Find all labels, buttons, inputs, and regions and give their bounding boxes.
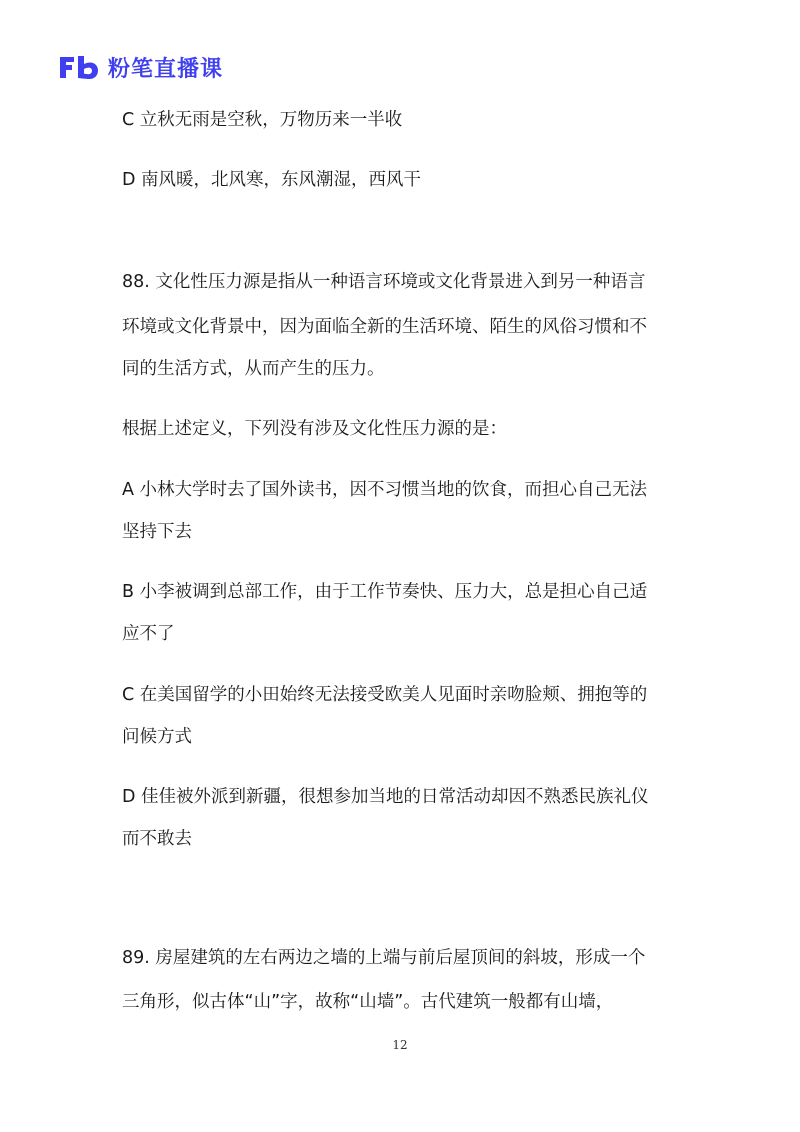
q89-stem-line-1: 89. 房屋建筑的左右两边之墙的上端与前后屋顶间的斜坡，形成一个 (122, 948, 646, 968)
page-header (58, 52, 223, 82)
q88-option-d-line-1: D 佳佳被外派到新疆，很想参加当地的日常活动却因不熟悉民族礼仪 (122, 787, 649, 807)
q88-option-b-line-2: 应不了 (122, 624, 175, 644)
q87-option-d: D 南风暖，北风寒，东风潮湿，西风干 (122, 170, 422, 190)
q88-stem-line-3: 同的生活方式，从而产生的压力。 (122, 359, 385, 379)
q88-option-d-line-2: 而不敢去 (122, 829, 192, 849)
fenbi-fb-logo-icon (58, 54, 100, 80)
q88-question: 根据上述定义，下列没有涉及文化性压力源的是： (122, 419, 507, 439)
q88-option-c-line-2: 问候方式 (122, 727, 192, 747)
q88-option-a-line-1: A 小林大学时去了国外读书，因不习惯当地的饮食，而担心自己无法 (122, 480, 648, 500)
q88-stem-line-1: 88. 文化性压力源是指从一种语言环境或文化背景进入到另一种语言 (122, 272, 646, 292)
q88-option-b-line-1: B 小李被调到总部工作，由于工作节奏快、压力大，总是担心自己适 (122, 582, 648, 602)
brand-name: 粉笔直播课 (108, 56, 224, 82)
q88-option-a-line-2: 坚持下去 (122, 522, 192, 542)
page-number: 12 (392, 1038, 408, 1052)
q88-option-c-line-1: C 在美国留学的小田始终无法接受欧美人见面时亲吻脸颊、拥抱等的 (122, 685, 648, 705)
q87-option-c: C 立秋无雨是空秋，万物历来一半收 (122, 110, 403, 130)
q88-stem-line-2: 环境或文化背景中，因为面临全新的生活环境、陌生的风俗习惯和不 (122, 317, 647, 337)
q89-stem-line-2: 三角形，似古体“山”字，故称“山墙”。古代建筑一般都有山墙， (122, 992, 614, 1012)
